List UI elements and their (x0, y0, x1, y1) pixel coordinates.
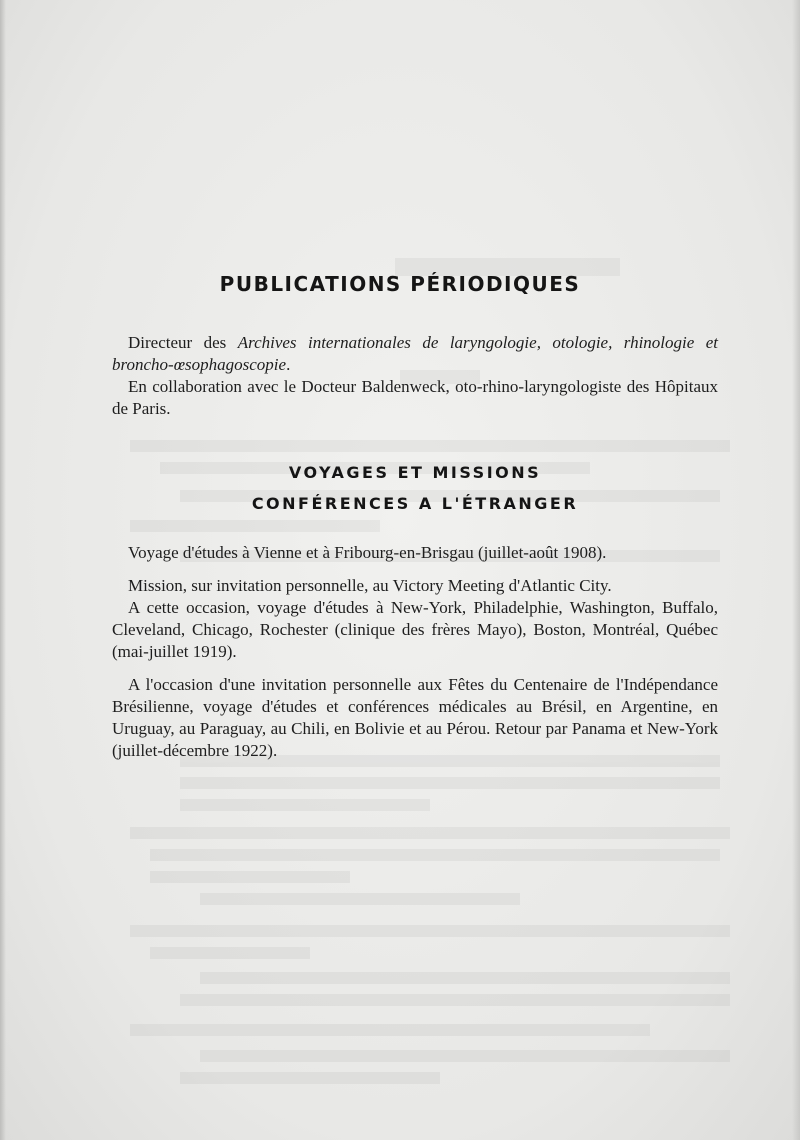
director-suffix: . (286, 355, 291, 374)
voyage-vienne-text: Voyage d'études à Vienne et à Fribourg-en-Brisgau (juillet-août 1908). (128, 543, 607, 562)
mission-atlantic-city-paragraph (112, 575, 718, 597)
heading-voyages-missions: VOYAGES ET MISSIONS (288, 463, 542, 482)
heading-publications-periodiques: PUBLICATIONS PÉRIODIQUES (219, 272, 581, 296)
voyage-amerique-sud-text: A l'occasion d'une invitation personnelle aux Fêtes du Centenaire de l'Indépendance Brésilienne, voyage d'études et conférences médicales au Brésil, en Argentine, en Uruguay, au Paraguay, au Chili, en Bolivie et au Pérou. Retour par Panama et New-York (juillet-décembre 1922). (112, 675, 718, 760)
publications-collaboration-line (112, 376, 718, 420)
journal-title: Archives internationales de laryngologie, otologie, rhinologie et broncho-œsophagoscopie (112, 333, 718, 374)
voyage-amerique-nord-paragraph (112, 597, 718, 663)
collaboration-text: En collaboration avec le Docteur Baldenweck, oto-rhino-laryngologiste des Hôpitaux de Paris. (112, 377, 718, 418)
publications-director-line (112, 332, 718, 376)
mission-atlantic-city-text: Mission, sur invitation personnelle, au Victory Meeting d'Atlantic City. (128, 576, 612, 595)
voyages-block (112, 542, 718, 773)
voyage-amerique-sud-paragraph (112, 674, 718, 762)
publications-block (112, 332, 718, 420)
voyage-vienne-paragraph (112, 542, 718, 564)
voyage-amerique-nord-text: A cette occasion, voyage d'études à New-York, Philadelphie, Washington, Buffalo, Cleveland, Chicago, Rochester (clinique des frères Mayo), Boston, Montréal, Québec (mai-juillet 1919). (112, 598, 718, 661)
heading-conferences-etranger: CONFÉRENCES A L'ÉTRANGER (251, 494, 579, 513)
director-prefix: Directeur des (128, 333, 238, 352)
